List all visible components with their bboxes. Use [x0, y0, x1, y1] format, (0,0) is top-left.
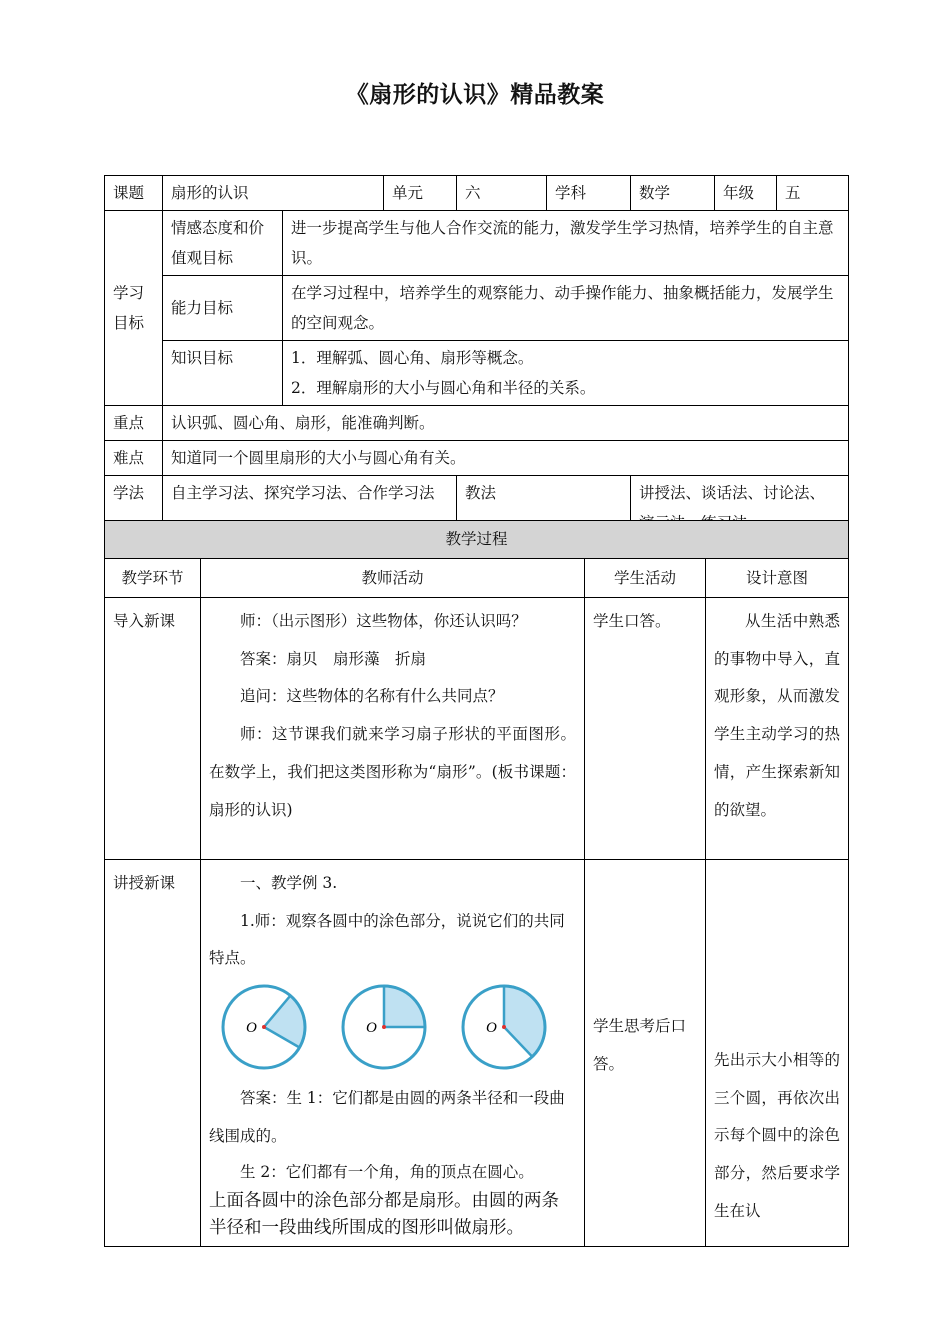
subject-value: 数学 — [631, 176, 715, 211]
stage-intro — [105, 598, 201, 860]
stage-intro-label: 导入新课 — [113, 612, 176, 630]
col-head-teacher: 教师活动 — [201, 559, 585, 598]
topic-value: 扇形的认识 — [163, 176, 384, 211]
stage-new-label: 讲授新课 — [113, 874, 176, 892]
col-head-stage: 教学环节 — [105, 559, 201, 598]
topic-label: 课题 — [105, 176, 163, 211]
study-method-text: 自主学习法、探究学习法、合作学习法 — [163, 476, 457, 541]
center-dot-1 — [262, 1025, 266, 1029]
unit-value: 六 — [457, 176, 547, 211]
sector-figure-2 — [339, 982, 429, 1072]
teacher-intro-line-4: 师：这节课我们就来学习扇子形状的平面图形。在数学上，我们把这类图形称为“扇形”。(板书课题：扇形的认识) — [209, 725, 576, 819]
teacher-new-line-5: 上面各圆中的涂色部分都是扇形。由圆的两条半径和一段曲线所围成的图形叫做扇形。 — [209, 1190, 559, 1238]
goals-label: 学习目标 — [105, 211, 163, 406]
student-new — [585, 860, 706, 1247]
center-label-1: O — [246, 1020, 257, 1037]
teacher-intro-line-3: 追问：这些物体的名称有什么共同点？ — [240, 687, 504, 706]
process-band-title: 教学过程 — [105, 521, 849, 559]
center-dot-3 — [502, 1025, 506, 1029]
sector-figures — [209, 978, 559, 1080]
difficulty-label: 难点 — [105, 441, 163, 476]
key-point-label: 重点 — [105, 406, 163, 441]
teacher-new-line-1: 一、教学例 3. — [240, 874, 338, 892]
goal-text-attitude: 进一步提高学生与他人合作交流的能力，激发学生学习热情，培养学生的自主意识。 — [283, 211, 849, 276]
col-head-student: 学生活动 — [585, 559, 706, 598]
intent-new — [706, 860, 849, 1247]
unit-label: 单元 — [384, 176, 457, 211]
difficulty-text: 知道同一个圆里扇形的大小与圆心角有关。 — [163, 441, 849, 476]
student-intro — [585, 598, 706, 860]
page-title: 《扇形的认识》精品教案 — [345, 82, 605, 108]
teacher-new-line-3: 答案：生 1：它们都是由圆的两条半径和一段曲线围成的。 — [209, 1089, 565, 1145]
teacher-intro-line-2: 答案：扇贝 扇形藻 折扇 — [240, 649, 427, 668]
center-dot-2 — [382, 1025, 386, 1029]
goal-label-ability: 能力目标 — [163, 276, 283, 341]
knowledge-line-2: 2．理解扇形的大小与圆心角和半径的关系。 — [291, 379, 596, 397]
intent-new-text: 先出示大小相等的三个圆，再依次出示每个圆中的涂色部分，然后要求学生在认 — [714, 1051, 841, 1220]
intent-intro — [706, 598, 849, 860]
teach-method-label: 教法 — [457, 476, 631, 541]
goal-text-ability: 在学习过程中，培养学生的观察能力、动手操作能力、抽象概括能力，发展学生的空间观念。 — [283, 276, 849, 341]
study-method-label: 学法 — [105, 476, 163, 541]
center-label-3: O — [486, 1020, 497, 1037]
lesson-info-table — [104, 175, 849, 541]
goal-label-attitude: 情感态度和价值观目标 — [163, 211, 283, 276]
key-point-text: 认识弧、圆心角、扇形，能准确判断。 — [163, 406, 849, 441]
intent-intro-text: 从生活中熟悉的事物中导入，直观形象，从而激发学生主动学习的热情，产生探索新知的欲望。 — [714, 612, 841, 819]
sector-figure-1 — [219, 982, 309, 1072]
goal-label-knowledge: 知识目标 — [163, 341, 283, 406]
teacher-new — [201, 860, 585, 1247]
center-label-2: O — [366, 1020, 377, 1037]
knowledge-line-1: 1．理解弧、圆心角、扇形等概念。 — [291, 349, 534, 367]
sector-figure-3 — [459, 982, 549, 1072]
teach-method-text: 讲授法、谈话法、讨论法、 — [631, 476, 849, 541]
teacher-new-line-4: 生 2：它们都有一个角，角的顶点在圆心。 — [240, 1162, 534, 1181]
stage-new — [105, 860, 201, 1247]
teacher-new-line-2: 1.师：观察各圆中的涂色部分，说说它们的共同特点。 — [209, 911, 565, 968]
student-intro-text: 学生口答。 — [593, 612, 671, 630]
teacher-intro-line-1: 师：（出示图形）这些物体，你还认识吗？ — [240, 612, 527, 630]
grade-value: 五 — [777, 176, 849, 211]
subject-label: 学科 — [547, 176, 631, 211]
teaching-process-table — [104, 520, 849, 1247]
grade-label: 年级 — [715, 176, 777, 211]
student-new-text: 学生思考后口答。 — [593, 1017, 687, 1073]
teacher-intro — [201, 598, 585, 860]
col-head-intent: 设计意图 — [706, 559, 849, 598]
goal-text-knowledge — [283, 341, 849, 406]
